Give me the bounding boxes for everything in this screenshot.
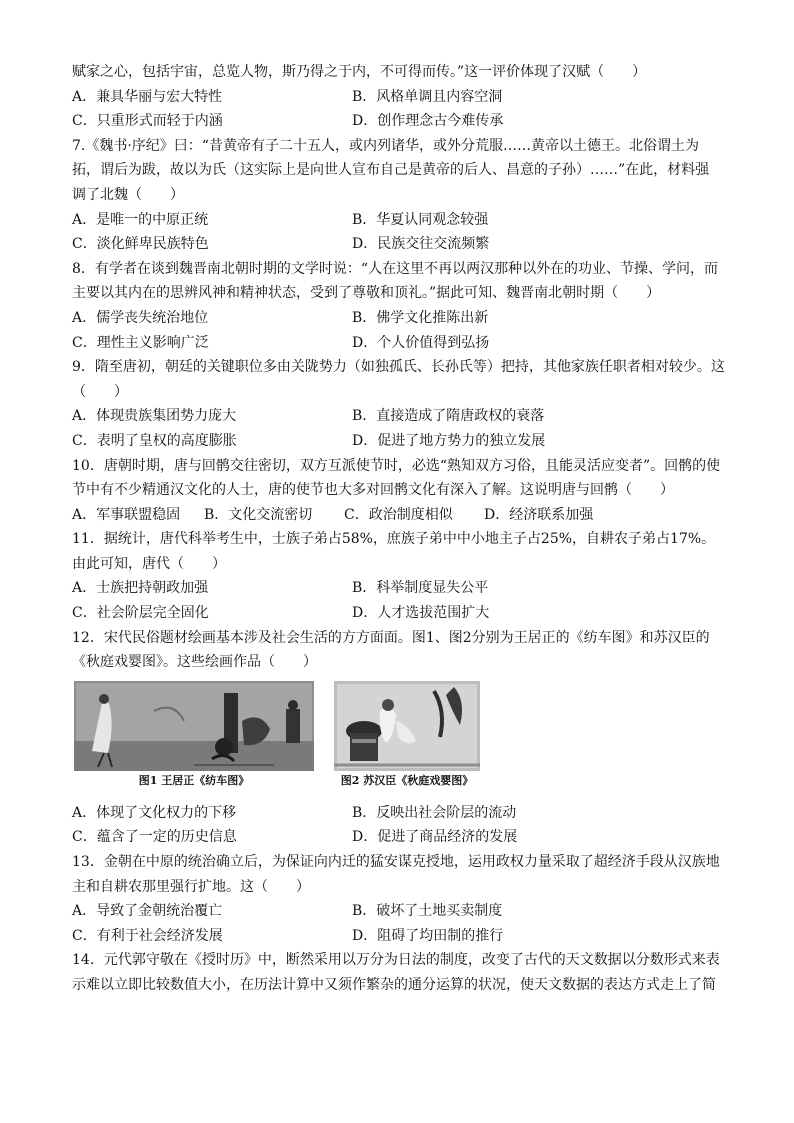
q13-option-c[interactable]: C．有利于社会经济发展 [72, 927, 223, 944]
q7-option-a[interactable]: A．是唯一的中原正统 [72, 211, 209, 228]
children-playing-painting-image [334, 681, 480, 771]
q6-stem-tail: 赋家之心，包括宇宙，总览人物，斯乃得之于内，不可得而传。”这一评价体现了汉赋（ ） [72, 64, 647, 80]
q8-option-b[interactable]: B．佛学文化推陈出新 [352, 309, 489, 326]
q7-option-b[interactable]: B．华夏认同观念较强 [352, 211, 489, 228]
q10-option-b[interactable]: B．文化交流密切 [204, 506, 313, 523]
q9-option-d[interactable]: D．促进了地方势力的独立发展 [352, 432, 546, 449]
q14-stem-line: 示难以立即比较数值大小，在历法计算中又须作繁杂的通分运算的状况，使天文数据的表达方式走上了简 [72, 977, 716, 993]
q8-option-d[interactable]: D．个人价值得到弘扬 [352, 334, 490, 351]
q7-option-c[interactable]: C．淡化鲜卑民族特色 [72, 236, 209, 253]
q9-option-c[interactable]: C．表明了皇权的高度膨胀 [72, 432, 237, 449]
q13-options-row1 [72, 899, 732, 924]
q10-option-d[interactable]: D．经济联系加强 [484, 506, 594, 523]
q6-option-a[interactable]: A．兼具华丽与宏大特性 [72, 88, 223, 105]
q8-stem-line: 主要以其内在的思辨风神和精神状态，受到了尊敬和顶礼。”据此可知、魏晋南北朝时期（ ） [72, 285, 661, 302]
q8-stem-line: 8．有学者在谈到魏晋南北朝时期的文学时说：“人在这里不再以两汉那种以外在的功业、节操、学问，而 [72, 260, 719, 277]
q10-options-row [72, 503, 732, 528]
q12-options-row2 [72, 825, 732, 850]
q13-option-b[interactable]: B．破坏了土地买卖制度 [352, 903, 503, 920]
q7-option-d[interactable]: D．民族交往交流频繁 [352, 236, 490, 253]
q7-stem-line: 调了北魏（ ） [72, 186, 184, 203]
q6-options-row1 [72, 85, 732, 110]
q8-options-row1 [72, 306, 732, 331]
q12-option-d[interactable]: D．促进了商品经济的发展 [352, 829, 518, 846]
q9-options-row1 [72, 404, 732, 429]
q12-stem-line: 《秋庭戏婴图》。这些绘画作品（ ） [72, 654, 317, 671]
q7-stem-line: 7.《魏书·序纪》曰：“昔黄帝有子二十五人，或内列诸华，或外分荒服……黄帝以土德王。北俗谓土为 [72, 137, 699, 154]
q13-option-d[interactable]: D．阻碍了均田制的推行 [352, 927, 504, 944]
q12-option-c[interactable]: C．蕴含了一定的历史信息 [72, 829, 237, 846]
figure-1 [74, 681, 314, 789]
q14-stem-line: 14．元代郭守敬在《授时历》中，断然采用以万分为日法的制度，改变了古代的天文数据以分数形式来表 [72, 952, 720, 969]
q7-options-row2 [72, 232, 732, 257]
q8-option-c[interactable]: C．理性主义影响广泛 [72, 334, 209, 351]
q11-options-row2 [72, 601, 732, 626]
exam-page [72, 60, 732, 998]
q10-stem-line: 10．唐朝时期，唐与回鹘交往密切，双方互派使节时，必选“熟知双方习俗，且能灵活应变者”。回鹘的使 [72, 457, 721, 474]
q13-option-a[interactable]: A．导致了金朝统治覆亡 [72, 903, 223, 920]
q12-options-row1 [72, 801, 732, 826]
q11-stem-line: 11．据统计，唐代科举考生中，士族子弟占58%，庶族子弟中中小地主子占25%，自耕农子弟占17%。 [72, 531, 716, 548]
q10-stem-line: 节中有不少精通汉文化的人士，唐的使节也大多对回鹘文化有深入了解。这说明唐与回鹘（ ） [72, 482, 674, 499]
q10-option-a[interactable]: A．军事联盟稳固 [72, 506, 181, 523]
q10-option-c[interactable]: C．政治制度相似 [344, 506, 453, 523]
q8-option-a[interactable]: A．儒学丧失统治地位 [72, 309, 209, 326]
spinning-wheel-painting-image [74, 681, 314, 771]
q6-options-row2 [72, 109, 732, 134]
q7-options-row1 [72, 208, 732, 233]
q13-stem-line: 主和自耕农那里强行扩地。这（ ） [72, 878, 310, 895]
q11-option-b[interactable]: B．科举制度显失公平 [352, 580, 489, 597]
q11-option-a[interactable]: A．士族把持朝政加强 [72, 580, 209, 597]
q13-stem-line: 13．金朝在中原的统治确立后，为保证向内迁的猛安谋克授地，运用政权力量采取了超经济手段从汉族地 [72, 854, 720, 871]
figure-2 [334, 681, 480, 789]
q9-stem-line: （ ） [72, 383, 128, 400]
q11-options-row1 [72, 576, 732, 601]
q9-option-b[interactable]: B．直接造成了隋唐政权的衰落 [352, 408, 545, 425]
q11-option-c[interactable]: C．社会阶层完全固化 [72, 605, 209, 622]
q12-option-b[interactable]: B．反映出社会阶层的流动 [352, 804, 517, 821]
q9-option-a[interactable]: A．体现贵族集团势力庞大 [72, 408, 237, 425]
q9-stem-line: 9．隋至唐初，朝廷的关键职位多由关陇势力（如独孤氏、长孙氏等）把持，其他家族任职者相对较少。这 [72, 359, 725, 376]
q11-option-d[interactable]: D．人才选拔范围扩大 [352, 605, 490, 622]
q6-option-d[interactable]: D．创作理念古今难传承 [352, 113, 504, 130]
q7-stem-line: 拓，谓后为跋，故以为氏（这实际上是向世人宣布自己是黄帝的后人、昌意的子孙）……”在此，材料强 [72, 162, 710, 179]
q6-option-c[interactable]: C．只重形式而轻于内涵 [72, 113, 223, 130]
q8-options-row2 [72, 331, 732, 356]
q12-stem-line: 12．宋代民俗题材绘画基本涉及社会生活的方方面面。图1、图2分别为王居正的《纺车图》和苏汉臣的 [72, 629, 710, 646]
q12-option-a[interactable]: A．体现了文化权力的下移 [72, 804, 237, 821]
q11-stem-line: 由此可知，唐代（ ） [72, 555, 226, 572]
figure-2-caption: 图2 苏汉臣《秋庭戏婴图》 [340, 773, 474, 787]
figure-1-caption: 图1 王居正《纺车图》 [138, 773, 250, 787]
q13-options-row2 [72, 924, 732, 949]
q9-options-row2 [72, 429, 732, 454]
q6-option-b[interactable]: B．风格单调且内容空洞 [352, 88, 503, 105]
q12-figures [72, 681, 732, 797]
